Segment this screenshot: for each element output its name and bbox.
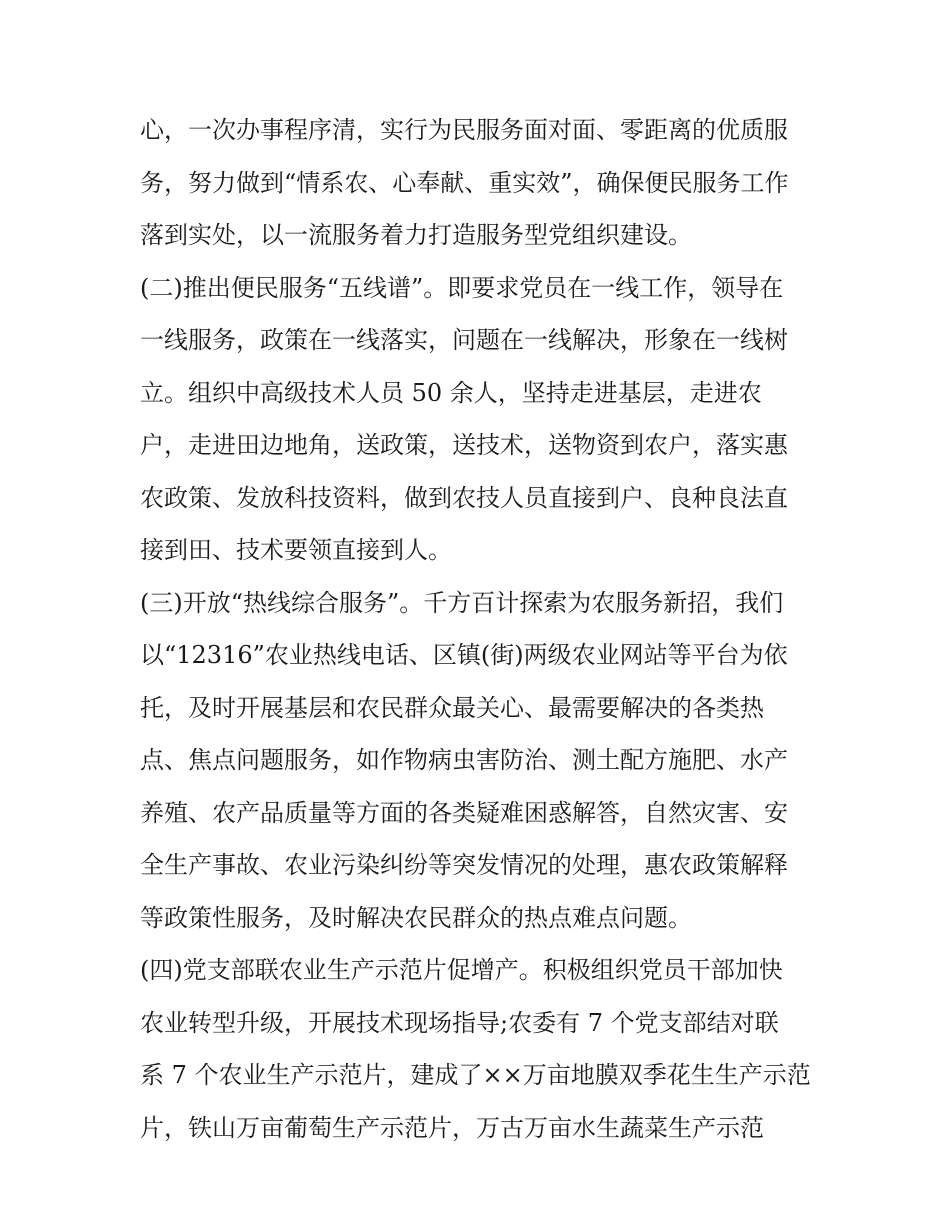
- text-line: 以“12316”农业热线电话、区镇(街)两级农业网站等平台为依: [140, 641, 788, 669]
- text-line: 等政策性服务，及时解决农民群众的热点难点问题。: [140, 903, 692, 932]
- text-line: (四)党支部联农业生产示范片促增产。积极组织党员干部加快: [140, 956, 783, 984]
- text-line: 务，努力做到“情系农、心奉献、重实效”，确保便民服务工作: [140, 168, 789, 197]
- text-line: (二)推出便民服务“五线谱”。即要求党员在一线工作，领导在: [140, 273, 784, 302]
- text-line: 户，走进田边地角，送政策，送技术，送物资到农户，落实惠: [140, 431, 788, 459]
- text-line: 一线服务，政策在一线落实，问题在一线解决，形象在一线树: [140, 326, 788, 354]
- text-line: 心，一次办事程序清，实行为民服务面对面、零距离的优质服: [140, 116, 788, 144]
- text-line: 点、焦点问题服务，如作物病虫害防治、测土配方施肥、水产: [140, 746, 788, 774]
- text-line: 农政策、发放科技资料，做到农技人员直接到户、良种良法直: [140, 483, 788, 512]
- text-line: 片，铁山万亩葡萄生产示范片，万古万亩水生蔬菜生产示范: [140, 1113, 764, 1142]
- text-line: 接到田、技术要领直接到人。: [140, 536, 452, 564]
- text-line: 养殖、农产品质量等方面的各类疑难困惑解答，自然灾害、安: [140, 798, 788, 827]
- text-line: 立。组织中高级技术人员 50 余人，坚持走进基层，走进农: [140, 378, 762, 407]
- text-line: 托，及时开展基层和农民群众最关心、最需要解决的各类热: [140, 693, 764, 722]
- text-line: (三)开放“热线综合服务”。千方百计探索为农服务新招，我们: [140, 588, 784, 617]
- text-line: 农业转型升级，开展技术现场指导;农委有 7 个党支部结对联: [140, 1008, 779, 1037]
- body-text: [140, 104, 820, 1154]
- text-line: 落到实处，以一流服务着力打造服务型党组织建设。: [140, 221, 692, 249]
- text-line: 全生产事故、农业污染纠纷等突发情况的处理，惠农政策解释: [140, 851, 788, 879]
- text-line: 系 7 个农业生产示范片，建成了××万亩地膜双季花生生产示范: [140, 1061, 811, 1089]
